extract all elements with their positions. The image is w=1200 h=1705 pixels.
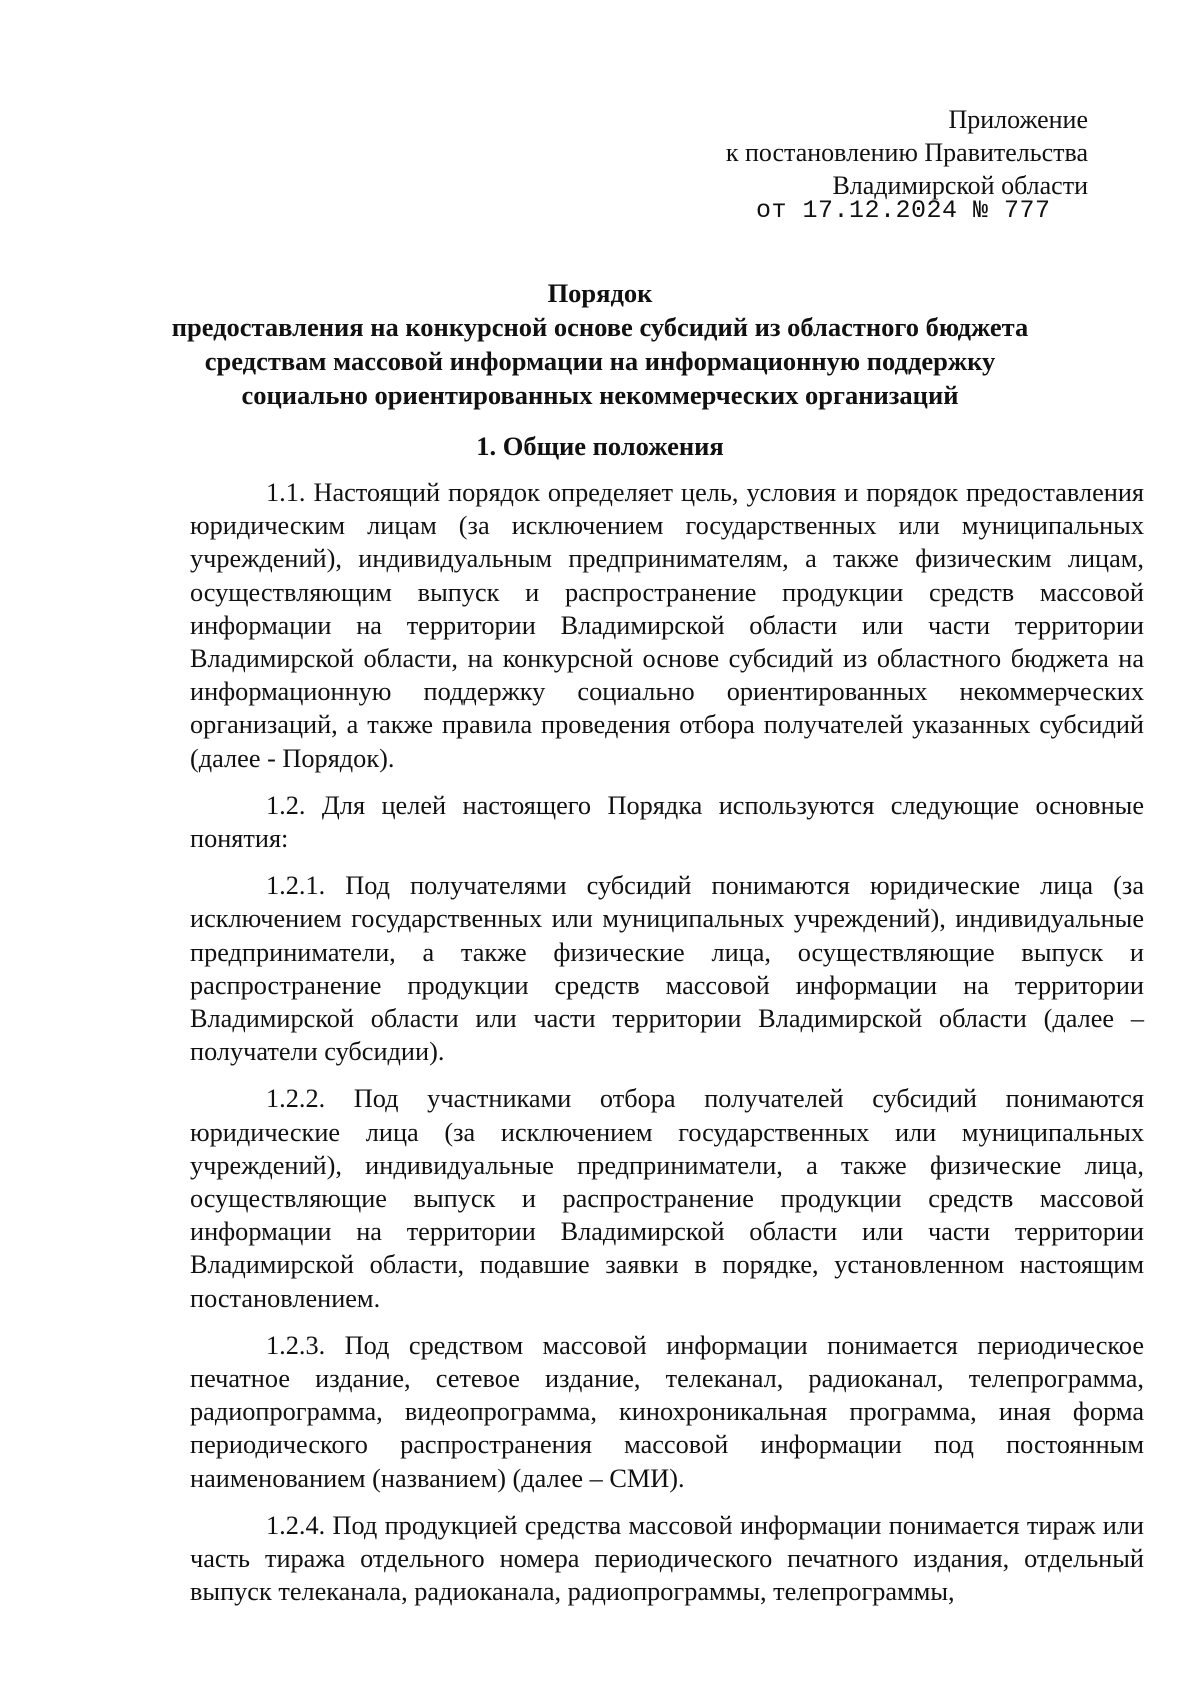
title-line-1: предоставления на конкурсной основе субсидий из областного бюджета bbox=[171, 312, 1029, 342]
section-heading: 1. Общие положения bbox=[476, 431, 724, 461]
document-body bbox=[190, 476, 1144, 1623]
appendix-label: Приложение bbox=[948, 105, 1088, 134]
title-line-3: социально ориентированных некоммерческих организаций bbox=[241, 380, 959, 410]
paragraph-1-1: 1.1. Настоящий порядок определяет цель, условия и порядок предоставления юридическим лицам (за исключением государственных или муниципальных учреждений), индивидуальным предпринимателям, а также физическим лицам, осуществляющим выпуск и распространение продукции средств массовой информации на территории Владимирской области или части территории Владимирской области, на конкурсной основе субсидий из областного бюджета на информационную поддержку социально ориентированных некоммерческих организаций, а также правила проведения отбора получателей указанных субсидий (далее - Порядок). bbox=[190, 478, 1144, 773]
paragraph-1-2-1: 1.2.1. Под получателями субсидий понимаются юридические лица (за исключением государственных или муниципальных учреждений), индивидуальные предприниматели, а также физические лица, осуществляющие выпуск и распространение продукции средств массовой информации на территории Владимирской области или части территории Владимирской области (далее – получатели субсидии). bbox=[190, 871, 1144, 1067]
title-line-2: средствам массовой информации на информационную поддержку bbox=[204, 346, 996, 376]
paragraph-1-2: 1.2. Для целей настоящего Порядка используются следующие основные понятия: bbox=[190, 790, 1144, 854]
appendix-resolution-ref: к постановлению Правительства bbox=[725, 138, 1088, 167]
document-title bbox=[150, 276, 1050, 412]
appendix-header bbox=[726, 103, 1088, 202]
title-main: Порядок bbox=[547, 278, 653, 308]
appendix-region: Владимирской области bbox=[832, 171, 1088, 200]
paragraph-1-2-2: 1.2.2. Под участниками отбора получателей субсидий понимаются юридические лица (за исключением государственных или муниципальных учреждений), индивидуальные предприниматели, а также физические лица, осуществляющие выпуск и распространение продукции средств массовой информации на территории Владимирской области или части территории Владимирской области, подавшие заявки в порядке, установленном настоящим постановлением. bbox=[190, 1084, 1144, 1313]
paragraph-1-2-4: 1.2.4. Под продукцией средства массовой информации понимается тираж или часть тиража отдельного номера периодического печатного издания, отдельный выпуск телеканала, радиоканала, радиопрограммы, телепрограммы, bbox=[190, 1510, 1144, 1607]
resolution-date-number: от 17.12.2024 № 777 bbox=[756, 196, 1051, 225]
paragraph-1-2-3: 1.2.3. Под средством массовой информации понимается периодическое печатное издание, сетевое издание, телеканал, радиоканал, телепрограмма, радиопрограмма, видеопрограмма, кинохроникальная программа, иная форма периодического распространения массовой информации под постоянным наименованием (названием) (далее – СМИ). bbox=[190, 1330, 1144, 1493]
